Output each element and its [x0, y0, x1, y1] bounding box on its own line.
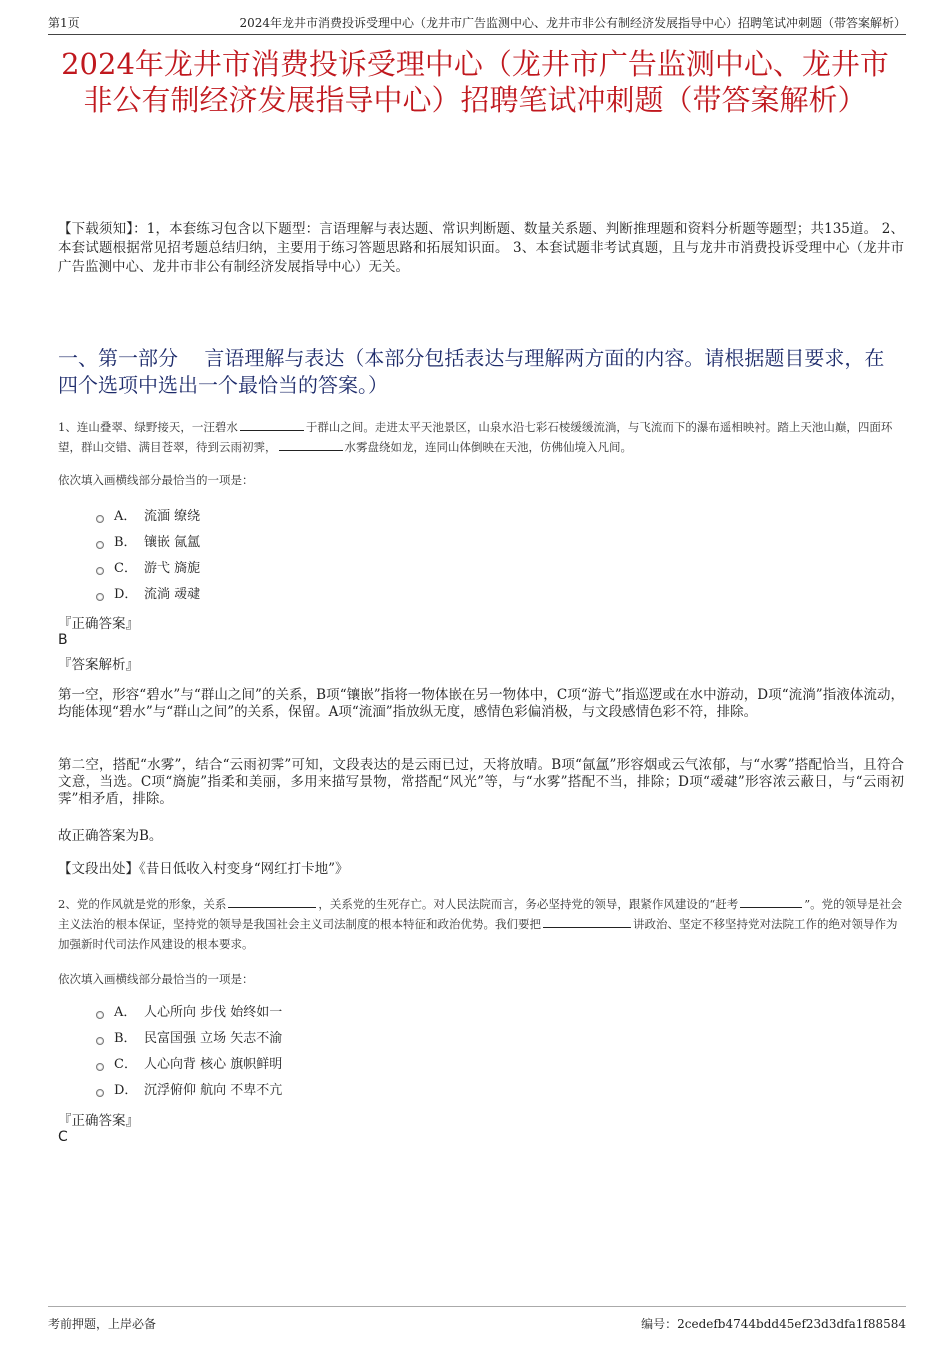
passage-source: 【文段出处】《昔日低收入村变身“网红打卡地”》 [58, 861, 349, 877]
radio-icon[interactable] [96, 1089, 104, 1097]
radio-icon[interactable] [96, 567, 104, 575]
fill-blank [740, 906, 802, 908]
option-c[interactable] [96, 1052, 282, 1078]
footer-slogan: 考前押题，上岸必备 [48, 1317, 157, 1331]
radio-icon[interactable] [96, 593, 104, 601]
correct-answer: B [58, 632, 68, 648]
option-key: A． [114, 1005, 137, 1020]
option-b[interactable] [96, 1026, 282, 1052]
question-1-options [96, 504, 200, 608]
fill-blank [543, 926, 631, 928]
option-text: 民富国强 立场 矢志不渝 [144, 1031, 283, 1046]
question-1-stem [58, 417, 904, 457]
radio-icon[interactable] [96, 1037, 104, 1045]
page-header [48, 14, 906, 35]
fill-blank [240, 429, 304, 431]
question-1-text-c: 水雾盘绕如龙，连同山体倒映在天池，仿佛仙境入凡间。 [344, 440, 632, 454]
question-1-text-a: 1、连山叠翠、绿野接天，一汪碧水 [58, 420, 238, 434]
header-title: 2024年龙井市消费投诉受理中心（龙井市广告监测中心、龙井市非公有制经济发展指导中心）招聘笔试冲刺题（带答案解析） [239, 16, 906, 30]
radio-icon[interactable] [96, 1011, 104, 1019]
option-text: 游弋 旖旎 [144, 561, 201, 576]
option-a[interactable] [96, 504, 200, 530]
analysis-paragraph-1: 第一空，形容“碧水”与“群山之间”的关系，B项“镶嵌”指将一物体嵌在另一物体中，C项“游弋”指巡逻或在水中游动，D项“流淌”指液体流动，均能体现“碧水”与“群山之间”的关系，保留。A项“流湎”指放纵无度，感情色彩偏消极，与文段感情色彩不符，排除。 [58, 687, 904, 720]
option-key: A． [114, 509, 137, 524]
option-key: C． [114, 1057, 137, 1072]
question-1-prompt: 依次填入画横线部分最恰当的一项是： [58, 473, 254, 487]
radio-icon[interactable] [96, 1063, 104, 1071]
option-text: 人心向背 核心 旗帜鲜明 [144, 1057, 283, 1072]
option-text: 沉浮俯仰 航向 不卑不亢 [144, 1083, 283, 1098]
fill-blank [228, 906, 316, 908]
option-b[interactable] [96, 530, 200, 556]
option-d[interactable] [96, 1078, 282, 1104]
question-2-stem [58, 894, 904, 954]
option-key: B． [114, 535, 137, 550]
question-2-text-c: ”。党的领导是社会主义法治的根本保证，坚持党的领导是我国社会主义司法制度的根本特征和政治优势。我们要把 [58, 897, 903, 931]
question-2-text-b: ，关系党的生死存亡。对人民法院而言，务必坚持党的领导，跟紧作风建设的“赶考 [318, 897, 739, 911]
question-2-options [96, 1000, 282, 1104]
question-2-text-d: 讲政治、坚定不移坚持党对法院工作的绝对领导作为加强新时代司法作风建设的根本要求。 [58, 917, 898, 951]
option-key: D． [114, 587, 138, 602]
page-number: 第1页 [48, 16, 80, 30]
option-text: 人心所向 步伐 始终如一 [144, 1005, 283, 1020]
radio-icon[interactable] [96, 541, 104, 549]
document-title: 2024年龙井市消费投诉受理中心（龙井市广告监测中心、龙井市非公有制经济发展指导中心）招聘笔试冲刺题（带答案解析） [61, 47, 889, 117]
radio-icon[interactable] [96, 515, 104, 523]
question-2-prompt: 依次填入画横线部分最恰当的一项是： [58, 972, 254, 986]
page-footer [48, 1306, 906, 1331]
option-a[interactable] [96, 1000, 282, 1026]
fill-blank [279, 449, 343, 451]
download-notice: 【下载须知】：1，本套练习包含以下题型：言语理解与表达题、常识判断题、数量关系题、判断推理题和资料分析题等题型；共135道。 2、本套试题根据常见招考题总结归纳，主要用于练习答题思路和拓展知识面。 3、本套试题非考试真题，且与龙井市消费投诉受理中心（龙井市广告监测中心、龙井市非公有制经济发展指导中心）无关。 [58, 221, 904, 275]
option-key: D． [114, 1083, 138, 1098]
answer-label: 『正确答案』 [58, 1113, 139, 1129]
question-1-text-b: 于群山之间。走进太平天池景区，山泉水沿七彩石棱缓缓流淌，与飞流而下的瀑布遥相映衬。踏上天池山巅，四面环望，群山交错、满目苍翠，待到云雨初霁， [58, 420, 893, 454]
section-heading: 一、第一部分 言语理解与表达（本部分包括表达与理解两方面的内容。请根据题目要求，在四个选项中选出一个最恰当的答案。） [58, 346, 885, 397]
option-c[interactable] [96, 556, 200, 582]
analysis-label: 『答案解析』 [58, 657, 139, 673]
analysis-paragraph-2: 第二空，搭配“水雾”，结合“云雨初霁”可知，文段表达的是云雨已过，天将放晴。B项“氤氲”形容烟或云气浓郁，与“水雾”搭配恰当，且符合文意，当选。C项“旖旎”指柔和美丽，多用来描写景物，常搭配“风光”等，与“水雾”搭配不当，排除；D项“叆叇”形容浓云蔽日，与“云雨初霁”相矛盾，排除。 [58, 757, 904, 807]
option-text: 镶嵌 氤氲 [144, 535, 201, 550]
option-d[interactable] [96, 582, 200, 608]
analysis-conclusion: 故正确答案为B。 [58, 828, 163, 844]
option-text: 流湎 缭绕 [144, 509, 201, 524]
option-key: B． [114, 1031, 137, 1046]
option-key: C． [114, 561, 137, 576]
question-2-text-a: 2、党的作风就是党的形象，关系 [58, 897, 227, 911]
option-text: 流淌 叆叇 [144, 587, 201, 602]
footer-serial: 编号：2cedefb4744bdd45ef23d3dfa1f88584 [641, 1317, 906, 1331]
correct-answer: C [58, 1129, 68, 1145]
answer-label: 『正确答案』 [58, 616, 139, 632]
